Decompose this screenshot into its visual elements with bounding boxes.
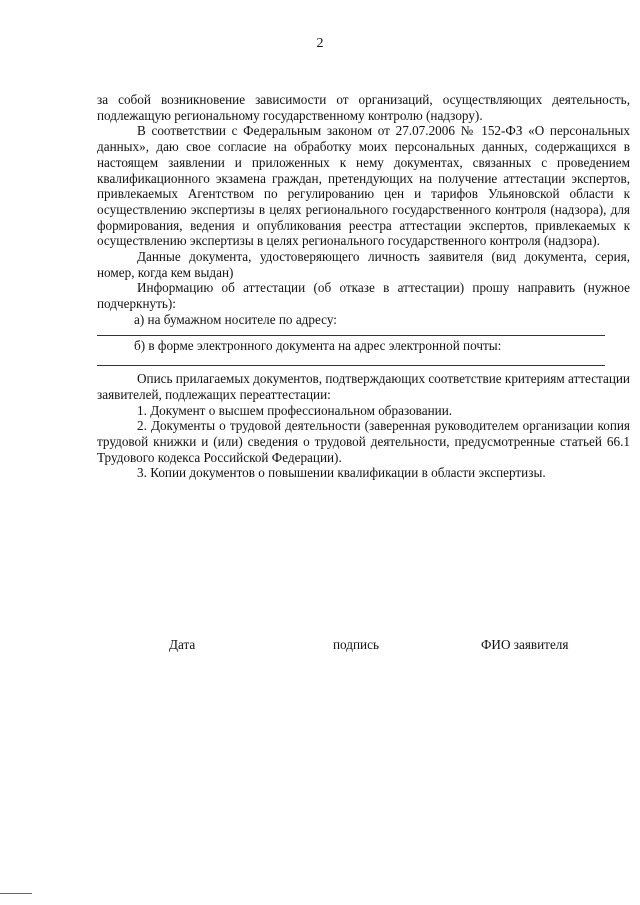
address-fill-line [97,335,605,336]
option-paper-address: а) на бумажном носителе по адресу: [134,311,337,327]
option-electronic-email: б) в форме электронного документа на адрес электронной почты: [134,337,502,353]
list-item-qualification: 3. Копии документов о повышении квалификации в области экспертизы. [137,465,546,481]
footer-rule [0,893,32,894]
applicant-name-label: ФИО заявителя [481,637,569,652]
page-number: 2 [316,36,324,51]
paragraph-attachments-inventory: Опись прилагаемых документов, подтверждающих соответствие критериям аттестации заявителей, подлежащих переаттестации: [97,371,630,402]
list-item-education: 1. Документ о высшем профессиональном образовании. [137,402,453,418]
document-body [97,92,630,481]
email-fill-line [97,365,605,366]
paragraph-identity-document: Данные документа, удостоверяющего личность заявителя (вид документа, серия, номер, когда кем выдан) [97,249,630,280]
paragraph-personal-data-consent: В соответствии с Федеральным законом от 27.07.2006 № 152-ФЗ «О персональных данных», даю свое согласие на обработку моих персональных данных, содержащихся в настоящем заявлении и приложенных к нему документах, связанных с проведением квалификационного экзамена граждан, претендующих на получение аттестации экспертов, привлекаемых Агентством по регулированию цен и тарифов Ульяновской области к осуществлению экспертизы в целях регионального государственного контроля (надзора), для формирования, ведения и опубликования реестра аттестации экспертов, привлекаемых к осуществлению экспертизы в целях регионального государственного контроля (надзора). [97,123,630,249]
signature-block [0,637,640,657]
signature-label: подпись [333,637,379,652]
list-item-employment: 2. Документы о трудовой деятельности (заверенная руководителем организации копия трудовой книжки и (или) сведения о трудовой деятельности, предусмотренные статьей 66.1 Трудового кодекса Российской Федерации). [97,418,630,465]
paragraph-delivery-method: Информацию об аттестации (об отказе в аттестации) прошу направить (нужное подчеркнуть): [97,280,630,312]
paragraph-continuation: за собой возникновение зависимости от организаций, осуществляющих деятельность, подлежащую региональному государственному контролю (надзору). [97,92,630,123]
date-label: Дата [169,637,196,652]
